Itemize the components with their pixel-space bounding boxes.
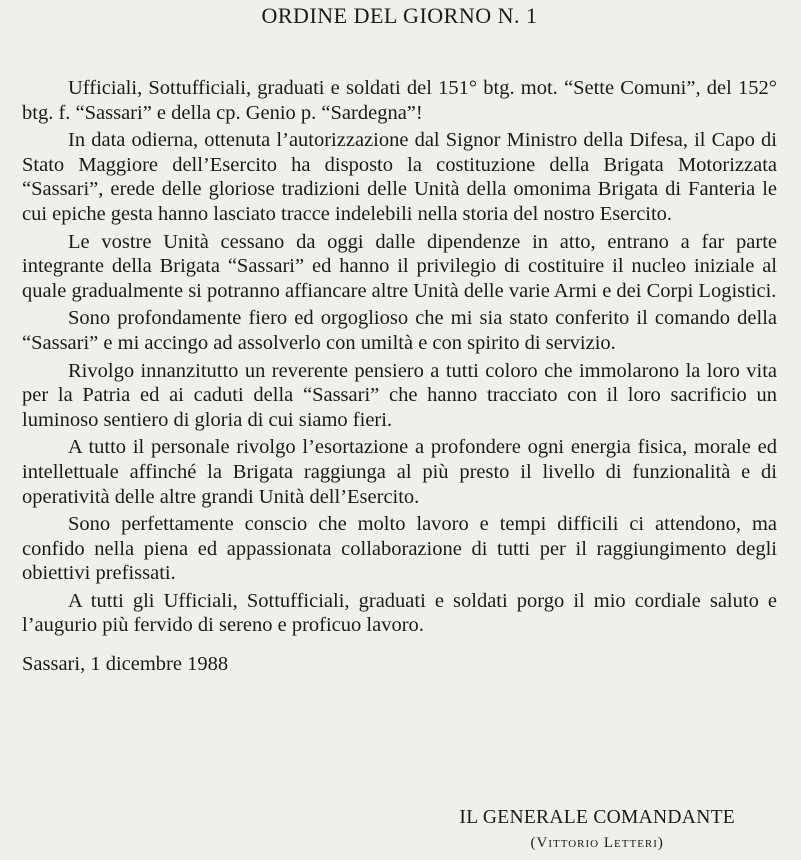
paragraph-collaboration: Sono perfettamente conscio che molto lavoro e tempi difficili ci attendono, ma confido nella piena ed appassionata collaborazione di tutti per il raggiungimento degli obiettivi prefissati. [22, 513, 777, 585]
paragraph-exhortation: A tutto il personale rivolgo l’esortazione a profondere ogni energia fisica, morale ed intellettuale affinché la Brigata raggiunga al più presto il livello di funzionalità e di operatività delle altre grandi Unità dell’Esercito. [22, 436, 777, 508]
signature-block [459, 806, 735, 856]
paragraph-constitution: In data odierna, ottenuta l’autorizzazione dal Signor Ministro della Difesa, il Capo di Stato Maggiore dell’Esercito ha disposto la costituzione della Brigata Motorizzata “Sassari”, erede delle gloriose tradizioni delle Unità della omonima Brigata di Fanteria le cui epiche gesta hanno lasciato tracce indelebili nella storia del nostro Esercito. [22, 129, 777, 225]
document-title: ORDINE DEL GIORNO N. 1 [261, 3, 538, 28]
paragraph-command: Sono profondamente fiero ed orgoglioso che mi sia stato conferito il comando della “Sassari” e mi accingo ad assolverlo con umiltà e con spirito di servizio. [22, 307, 777, 354]
paragraph-units: Le vostre Unità cessano da oggi dalle dipendenze in atto, entrano a far parte integrante della Brigata “Sassari” ed hanno il privilegio di costituire il nucleo iniziale al quale gradualmente si potranno affiancare altre Unità delle varie Armi e dei Corpi Logistici. [22, 230, 777, 302]
place-date: Sassari, 1 dicembre 1988 [22, 653, 229, 676]
paragraph-greeting: A tutti gli Ufficiali, Sottufficiali, graduati e soldati porgo il mio cordiale saluto e l’augurio più fervido di sereno e proficuo lavoro. [22, 589, 777, 637]
signature-role: IL GENERALE COMANDANTE [459, 807, 735, 828]
signature-name: (Vittorio Letteri) [530, 835, 664, 851]
paragraph-remembrance: Rivolgo innanzitutto un reverente pensiero a tutti coloro che immolarono la loro vita per la Patria ed ai caduti della “Sassari” che hanno tracciato con il loro sacrificio un luminoso sentiero di gloria di cui siamo fieri. [22, 359, 777, 431]
paragraph-address: Ufficiali, Sottufficiali, graduati e soldati del 151° btg. mot. “Sette Comuni”, del 152° btg. f. “Sassari” e della cp. Genio p. “Sardegna”! [22, 77, 777, 124]
document-body [22, 76, 777, 638]
